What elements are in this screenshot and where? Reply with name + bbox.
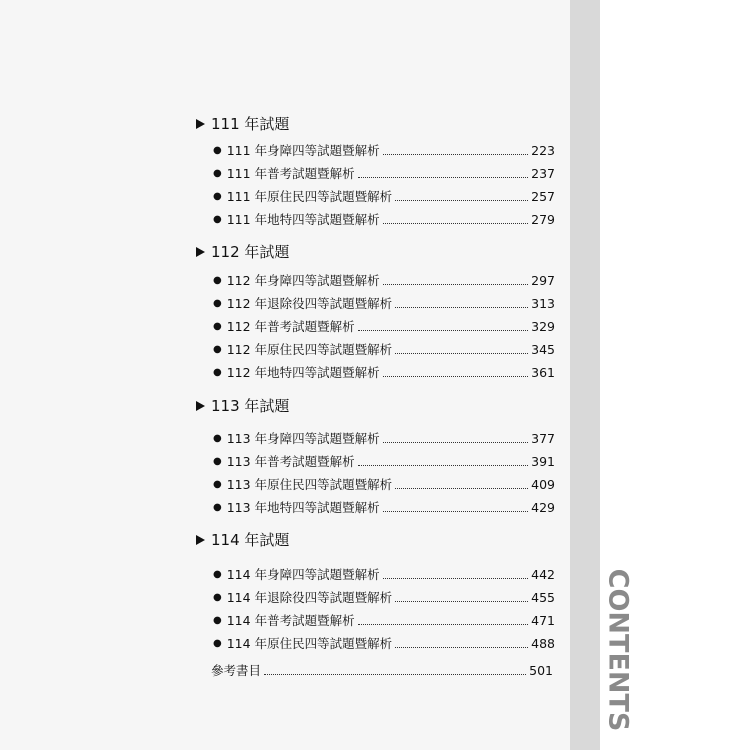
toc-entry-page: 488: [531, 635, 555, 651]
toc-entry[interactable]: [213, 209, 555, 229]
bullet-icon: ●: [213, 274, 222, 286]
bullet-icon: ●: [213, 614, 222, 626]
toc-entry-page: 329: [531, 318, 555, 334]
bullet-icon: ●: [213, 190, 222, 202]
dot-leader: [395, 352, 528, 354]
toc-entry-title: 114 年退除役四等試題暨解析: [226, 590, 393, 605]
toc-entry[interactable]: [213, 186, 555, 206]
section-heading-114: 114 年試題: [196, 528, 289, 552]
toc-entry-page: 409: [531, 476, 555, 492]
bullet-icon: ●: [213, 637, 222, 649]
toc-entry[interactable]: [213, 339, 555, 359]
bullet-icon: ●: [213, 167, 222, 179]
bullet-icon: ●: [213, 568, 222, 580]
bullet-icon: ●: [213, 501, 222, 513]
toc-entry-title: 112 年身障四等試題暨解析: [226, 273, 380, 288]
toc-entry[interactable]: [213, 497, 555, 517]
toc-entry-title: 參考書目: [211, 663, 262, 678]
toc-entry-reference[interactable]: [211, 660, 553, 680]
toc-entry-title: 113 年身障四等試題暨解析: [226, 431, 380, 446]
contents-side-label: CONTENTS: [602, 568, 634, 732]
toc-entry-page: 471: [531, 612, 555, 628]
dot-leader: [395, 199, 528, 201]
toc-entry-title: 114 年普考試題暨解析: [226, 613, 355, 628]
toc-entry-title: 111 年身障四等試題暨解析: [226, 143, 380, 158]
toc-entry[interactable]: [213, 428, 555, 448]
toc-entry-title: 114 年身障四等試題暨解析: [226, 567, 380, 582]
toc-entry-title: 112 年退除役四等試題暨解析: [226, 296, 393, 311]
toc-entry[interactable]: [213, 362, 555, 382]
toc-entry[interactable]: [213, 474, 555, 494]
toc-entry-title: 113 年普考試題暨解析: [226, 454, 355, 469]
toc-entry-page: 455: [531, 589, 555, 605]
bullet-icon: ●: [213, 455, 222, 467]
triangle-bullet-icon: [196, 535, 205, 545]
toc-entry-page: 391: [531, 453, 555, 469]
dot-leader: [264, 673, 526, 675]
section-heading-112: 112 年試題: [196, 240, 289, 264]
bullet-icon: ●: [213, 320, 222, 332]
triangle-bullet-icon: [196, 247, 205, 257]
toc-entry-page: 377: [531, 430, 555, 446]
toc-entry-page: 442: [531, 566, 555, 582]
toc-entry-page: 223: [531, 142, 555, 158]
toc-entry-page: 237: [531, 165, 555, 181]
bullet-icon: ●: [213, 478, 222, 490]
toc-entry[interactable]: [213, 316, 555, 336]
toc-entry[interactable]: [213, 610, 555, 630]
toc-entry[interactable]: [213, 633, 555, 653]
toc-entry-title: 112 年原住民四等試題暨解析: [226, 342, 393, 357]
toc-entry-page: 279: [531, 211, 555, 227]
side-tab: [570, 0, 600, 750]
toc-entry[interactable]: [213, 587, 555, 607]
toc-entry-title: 113 年地特四等試題暨解析: [226, 500, 380, 515]
bullet-icon: ●: [213, 343, 222, 355]
toc-entry[interactable]: [213, 140, 555, 160]
toc-entry-page: 429: [531, 499, 555, 515]
dot-leader: [358, 176, 529, 178]
dot-leader: [395, 600, 528, 602]
toc-entry-page: 501: [529, 662, 553, 678]
dot-leader: [383, 510, 529, 512]
toc-entry-title: 113 年原住民四等試題暨解析: [226, 477, 393, 492]
section-heading-111: 111 年試題: [196, 112, 289, 136]
triangle-bullet-icon: [196, 401, 205, 411]
dot-leader: [358, 329, 529, 331]
toc-entry-title: 111 年原住民四等試題暨解析: [226, 189, 393, 204]
bullet-icon: ●: [213, 366, 222, 378]
toc-entry[interactable]: [213, 163, 555, 183]
toc-entry-title: 114 年原住民四等試題暨解析: [226, 636, 393, 651]
dot-leader: [383, 283, 529, 285]
bullet-icon: ●: [213, 297, 222, 309]
toc-entry[interactable]: [213, 451, 555, 471]
dot-leader: [383, 222, 529, 224]
toc-entry-title: 112 年地特四等試題暨解析: [226, 365, 380, 380]
dot-leader: [395, 646, 528, 648]
toc-entry-page: 257: [531, 188, 555, 204]
dot-leader: [383, 153, 529, 155]
dot-leader: [395, 487, 528, 489]
toc-entry-page: 345: [531, 341, 555, 357]
dot-leader: [358, 623, 529, 625]
section-heading-113: 113 年試題: [196, 394, 289, 418]
bullet-icon: ●: [213, 144, 222, 156]
toc-entry-title: 112 年普考試題暨解析: [226, 319, 355, 334]
toc-entry-page: 361: [531, 364, 555, 380]
toc-entry-title: 111 年地特四等試題暨解析: [226, 212, 380, 227]
toc-entry-page: 297: [531, 272, 555, 288]
triangle-bullet-icon: [196, 119, 205, 129]
dot-leader: [395, 306, 528, 308]
dot-leader: [383, 375, 529, 377]
toc-entry-page: 313: [531, 295, 555, 311]
toc-entry[interactable]: [213, 564, 555, 584]
toc-entry[interactable]: [213, 293, 555, 313]
toc-entry-title: 111 年普考試題暨解析: [226, 166, 355, 181]
bullet-icon: ●: [213, 432, 222, 444]
toc-entry[interactable]: [213, 270, 555, 290]
bullet-icon: ●: [213, 213, 222, 225]
bullet-icon: ●: [213, 591, 222, 603]
dot-leader: [383, 577, 529, 579]
dot-leader: [383, 441, 529, 443]
dot-leader: [358, 464, 529, 466]
